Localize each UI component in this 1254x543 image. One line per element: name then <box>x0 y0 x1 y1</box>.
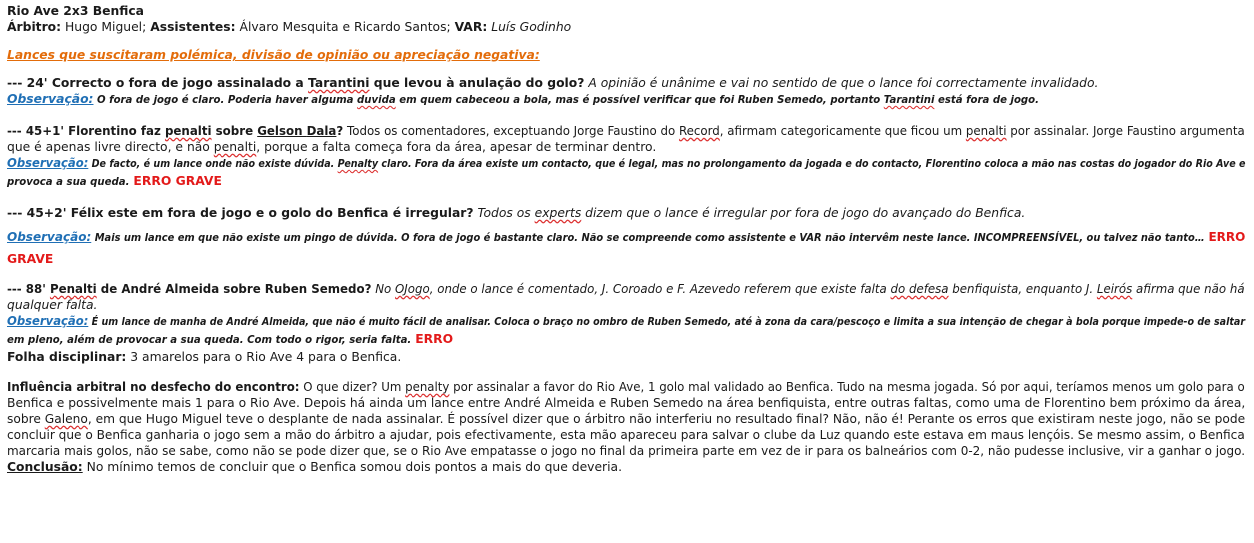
lance-2-word-2: penalti <box>965 123 1007 138</box>
lance-4-observation <box>7 313 1246 331</box>
lance-2-observation <box>7 155 1246 173</box>
lance-2-obs-word: Penalty <box>337 159 379 170</box>
lance-4-opinion: No <box>371 281 396 296</box>
lance-1-obs-word: duvida <box>357 95 396 106</box>
conclusao-text: No mínimo temos de concluir que o Benfica somou dois pontos a mais do que deveria. <box>82 459 623 474</box>
lance-2-player-last: Dala <box>306 123 337 138</box>
lance-3-opinion: Todos os <box>473 205 535 220</box>
lance-2-word-3: penalti <box>213 139 257 154</box>
lance-4-opinion-3: benfiquista, enquanto J. <box>948 281 1097 296</box>
arbitro-label: Árbitro: <box>7 19 62 34</box>
lance-4-heading <box>7 281 1245 297</box>
influencia-word: penalty <box>405 379 450 394</box>
lance-4-heading-end: de André Almeida sobre Ruben Semedo? <box>96 281 372 296</box>
lance-1-heading <box>7 75 1245 91</box>
lance-3-observation <box>7 229 1246 247</box>
influencia-line-1 <box>7 379 1245 395</box>
lance-4-commentator: Leirós <box>1096 281 1133 296</box>
lance-3-opinion-word: experts <box>534 205 582 220</box>
lance-4-opinion-2: , onde o lance é comentado, J. Coroado e F. Azevedo referem que existe falta <box>429 281 891 296</box>
folha-disciplinar <box>7 349 1245 365</box>
lance-2-player-first: Gelson <box>257 123 303 138</box>
lance-1-obs-text: O fora de jogo é claro. Poderia haver alguma <box>93 95 358 106</box>
lance-2-heading-sobre: sobre <box>211 123 258 138</box>
influencia-line-4: concluir que o Benfica ganharia o jogo sem a mão do árbitro a ajudar, pois efectivamente, esta mão apareceu para salvar o clube da Luz quando este estava em maus lençóis. Se mesmo assim, o Benfica <box>7 427 1245 442</box>
influencia-player: Galeno <box>44 411 88 426</box>
lance-3-verdict-2: GRAVE <box>7 251 54 266</box>
lance-4-newspaper: OJogo <box>395 281 430 296</box>
lance-3-heading-text: --- 45+2' Félix este em fora de jogo e o golo do Benfica é irregular? <box>7 205 474 220</box>
officials-line <box>7 19 1245 35</box>
lance-2-obs-text-2: claro. Fora da área existe um contacto, que é legal, mas no prolongamento da jogada e do contacto, Florentino coloca a mão nas costas do jogador do Rio Ave e <box>378 159 1246 170</box>
conclusao-label: Conclusão: <box>7 459 83 474</box>
lance-2-heading-end: ? <box>336 123 344 138</box>
lance-1-obs-player: Tarantini <box>883 95 935 106</box>
lance-1-player: Tarantini <box>308 75 370 90</box>
var-name: Luís Godinho <box>491 19 572 34</box>
lance-1-observation <box>7 91 1245 109</box>
lance-1-obs-text-2: em quem cabeceou a bola, mas é possível verificar que foi Ruben Semedo, portanto <box>395 95 884 106</box>
lance-2-heading <box>7 123 1245 139</box>
influencia-text: O que dizer? Um <box>299 379 406 394</box>
folha-text: 3 amarelos para o Rio Ave 4 para o Benfica. <box>126 349 402 364</box>
lance-2-obs-text: De facto, é um lance onde não existe dúvida. <box>88 159 338 170</box>
match-title: Rio Ave 2x3 Benfica <box>7 3 145 18</box>
conclusao <box>7 459 1245 475</box>
lance-2-text: Todos os comentadores, exceptuando Jorge Faustino do <box>343 123 679 138</box>
lance-4-opinion-word: do defesa <box>890 281 949 296</box>
observation-label: Observação: <box>7 155 89 170</box>
lance-3-heading <box>7 205 1245 221</box>
lance-2-text-5: , porque a falta começa fora da área, apesar de terminar dentro. <box>256 139 657 154</box>
lance-2-heading-text: --- 45+1' Florentino faz <box>7 123 165 138</box>
assistentes-names: Álvaro Mesquita e Ricardo Santos; <box>239 19 451 34</box>
lance-2-text-line-2 <box>7 139 1245 155</box>
lance-1-obs-text-3: está fora de jogo. <box>934 95 1040 106</box>
lance-2-obs-text-3: provoca a sua queda. <box>7 177 130 188</box>
influencia-line-2: Benfica e possivelmente mais 1 para o Rio Ave. Depois há ainda um lance entre André Almeida e Ruben Semedo na área benfiquista, entre outras faltas, como uma de Florentino bem próximo da área, <box>7 395 1246 410</box>
observation-label: Observação: <box>7 91 94 106</box>
influencia-text-2: por assinalar a favor do Rio Ave, 1 golo mal validado ao Benfica. Tudo na mesma jogada. Só por aqui, teríamos menos um golo para o <box>449 379 1245 394</box>
lance-4-verdict: ERRO <box>415 331 454 346</box>
assistentes-label: Assistentes: <box>150 19 236 34</box>
lance-1-opinion: A opinião é unânime e vai no sentido de que o lance foi correctamente invalidado. <box>584 75 1099 90</box>
influencia-line-5: marcaria mais golos, não se sabe, como não se pode dizer que, se o Rio Ave empatasse o jogo no final da primeira parte em vez de ir para os balneários com 0-2, não pudesse inclusive, vir a ganhar o jogo. <box>7 443 1246 458</box>
lance-3-verdict: ERRO <box>1208 229 1246 244</box>
lance-1-heading-text: --- 24' Correcto o fora de jogo assinalado a <box>7 75 309 90</box>
lance-4-word: Penalti <box>49 281 97 296</box>
lance-2-observation-line-2 <box>7 173 1245 191</box>
lance-2-text-2: , afirmam categoricamente que ficou um <box>719 123 966 138</box>
lance-4-opinion-4: afirma que não há <box>1132 281 1245 296</box>
var-label: VAR: <box>454 19 488 34</box>
lance-2-newspaper: Record <box>678 123 720 138</box>
influencia-text-4: , em que Hugo Miguel teve o desplante de nada assinalar. É possível dizer que o árbitro não interferiu no resultado final? Não, não é! Perante os erros que existiram neste jogo, não se pode <box>87 411 1246 426</box>
lance-4-heading-text: --- 88' <box>7 281 50 296</box>
lance-1-heading-end: que levou à anulação do golo? <box>369 75 585 90</box>
lance-4-obs-text: É um lance de manha de André Almeida, que não é muito fácil de analisar. Coloca o braço no ombro de Ruben Semedo, até à zona da cara/pescoço e limita a sua intenção de chegar à bola porque impede-o de saltar <box>88 317 1246 328</box>
influencia-label: Influência arbitral no desfecho do encontro: <box>7 379 300 394</box>
lance-2-text-3: por assinalar. Jorge Faustino argumenta <box>1006 123 1245 138</box>
observation-label: Observação: <box>7 229 92 244</box>
lance-3-opinion-2: dizem que o lance é irregular por fora de jogo do avançado do Benfica. <box>581 205 1026 220</box>
lance-2-verdict: ERRO GRAVE <box>133 173 222 188</box>
section-heading: Lances que suscitaram polémica, divisão de opinião ou apreciação negativa: <box>7 47 540 62</box>
lance-4-observation-line-2 <box>7 331 1245 349</box>
lance-4-opinion-line-2: qualquer falta. <box>7 297 98 312</box>
influencia-text-3: sobre <box>7 411 45 426</box>
lance-3-verdict-line <box>7 251 1245 267</box>
lance-4-obs-text-2: em pleno, além de provocar a sua queda. Com todo o rigor, seria falta. <box>7 335 412 346</box>
lance-3-obs-text: Mais um lance em que não existe um pingo de dúvida. O fora de jogo é bastante claro. Não se compreende como assistente e VAR não intervêm neste lance. INCOMPREENSÍVEL, ou talvez não tanto… <box>91 233 1205 244</box>
folha-label: Folha disciplinar: <box>7 349 127 364</box>
observation-label: Observação: <box>7 313 89 328</box>
lance-2-word: penalti <box>164 123 212 138</box>
arbitro-name: Hugo Miguel; <box>65 19 147 34</box>
lance-2-text-4: que é apenas livre directo, e não <box>7 139 214 154</box>
influencia-line-3 <box>7 411 1246 427</box>
